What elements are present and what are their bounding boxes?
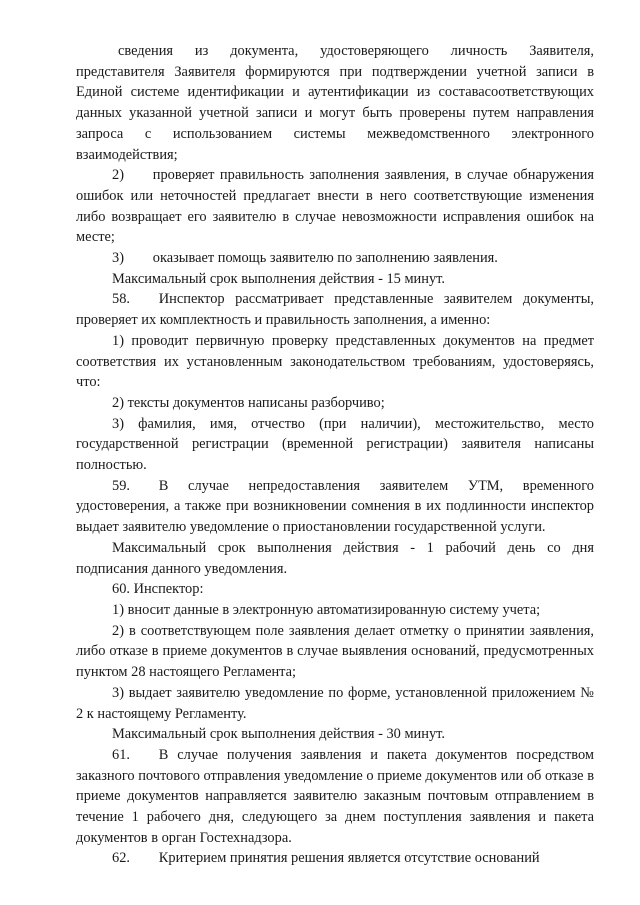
- paragraph-60-item-2: 2) в соответствующем поле заявления делает отметку о принятии заявления, либо отказе в приеме документов в случае выявления оснований, предусмотренных пунктом 28 настоящего Регламента;: [76, 622, 594, 681]
- paragraph-60-item-1: 1) вносит данные в электронную автоматизированную систему учета;: [112, 601, 541, 618]
- paragraph-58: 58. Инспектор рассматривает представленные заявителем документы, проверяет их комплектность и правильность заполнения, а именно:: [76, 291, 594, 329]
- paragraph-identity-data: сведения из документа, удостоверяющего личность Заявителя, представителя Заявителя формируются при подтверждении учетной записи в Единой системе идентификации и аутентификации из составасоответствующих данных указанной учетной записи и могут быть проверены путем направления запроса с использованием системы межведомственного электронного взаимодействия;: [76, 43, 594, 163]
- paragraph-58-item-2: 2) тексты документов написаны разборчиво;: [112, 394, 385, 411]
- paragraph-max-time-15: Максимальный срок выполнения действия - 15 минут.: [112, 270, 445, 287]
- paragraph-62: 62. Критерием принятия решения является отсутствие оснований: [112, 850, 540, 867]
- paragraph-61: 61. В случае получения заявления и пакета документов посредством заказного почтового отправления уведомление о приеме документов или об отказе в приеме документов направляется заявителю заказным почтовым отправлением в течение 1 рабочего дня, следующего за днем поступления заявления и пакета документов в орган Гостехнадзора.: [76, 746, 594, 846]
- paragraph-58-item-3: 3) фамилия, имя, отчество (при наличии), местожительство, место государственной регистрации (временной регистрации) заявителя написаны полностью.: [76, 415, 594, 474]
- paragraph-60: 60. Инспектор:: [112, 581, 204, 598]
- paragraph-58-item-1: 1) проводит первичную проверку представленных документов на предмет соответствия их установленным законодательством требованиям, удостоверяясь, что:: [76, 332, 594, 391]
- paragraph-assist-filling: 3) оказывает помощь заявителю по заполнению заявления.: [112, 250, 498, 267]
- paragraph-59: 59. В случае непредоставления заявителем УТМ, временного удостоверения, а также при возникновении сомнения в их подлинности инспектор выдает заявителю уведомление о приостановлении государственной услуги.: [76, 477, 594, 536]
- paragraph-max-time-30: Максимальный срок выполнения действия - 30 минут.: [112, 726, 445, 743]
- paragraph-max-time-1-day: Максимальный срок выполнения действия - 1 рабочий день со дня подписания данного уведомления.: [76, 539, 594, 577]
- paragraph-60-item-3: 3) выдает заявителю уведомление по форме, установленной приложением № 2 к настоящему Регламенту.: [76, 684, 594, 722]
- paragraph-check-correctness: 2) проверяет правильность заполнения заявления, в случае обнаружения ошибок или неточностей предлагает внести в него соответствующие изменения либо возвращает его заявителю в случае невозможности исправления ошибок на месте;: [76, 167, 594, 246]
